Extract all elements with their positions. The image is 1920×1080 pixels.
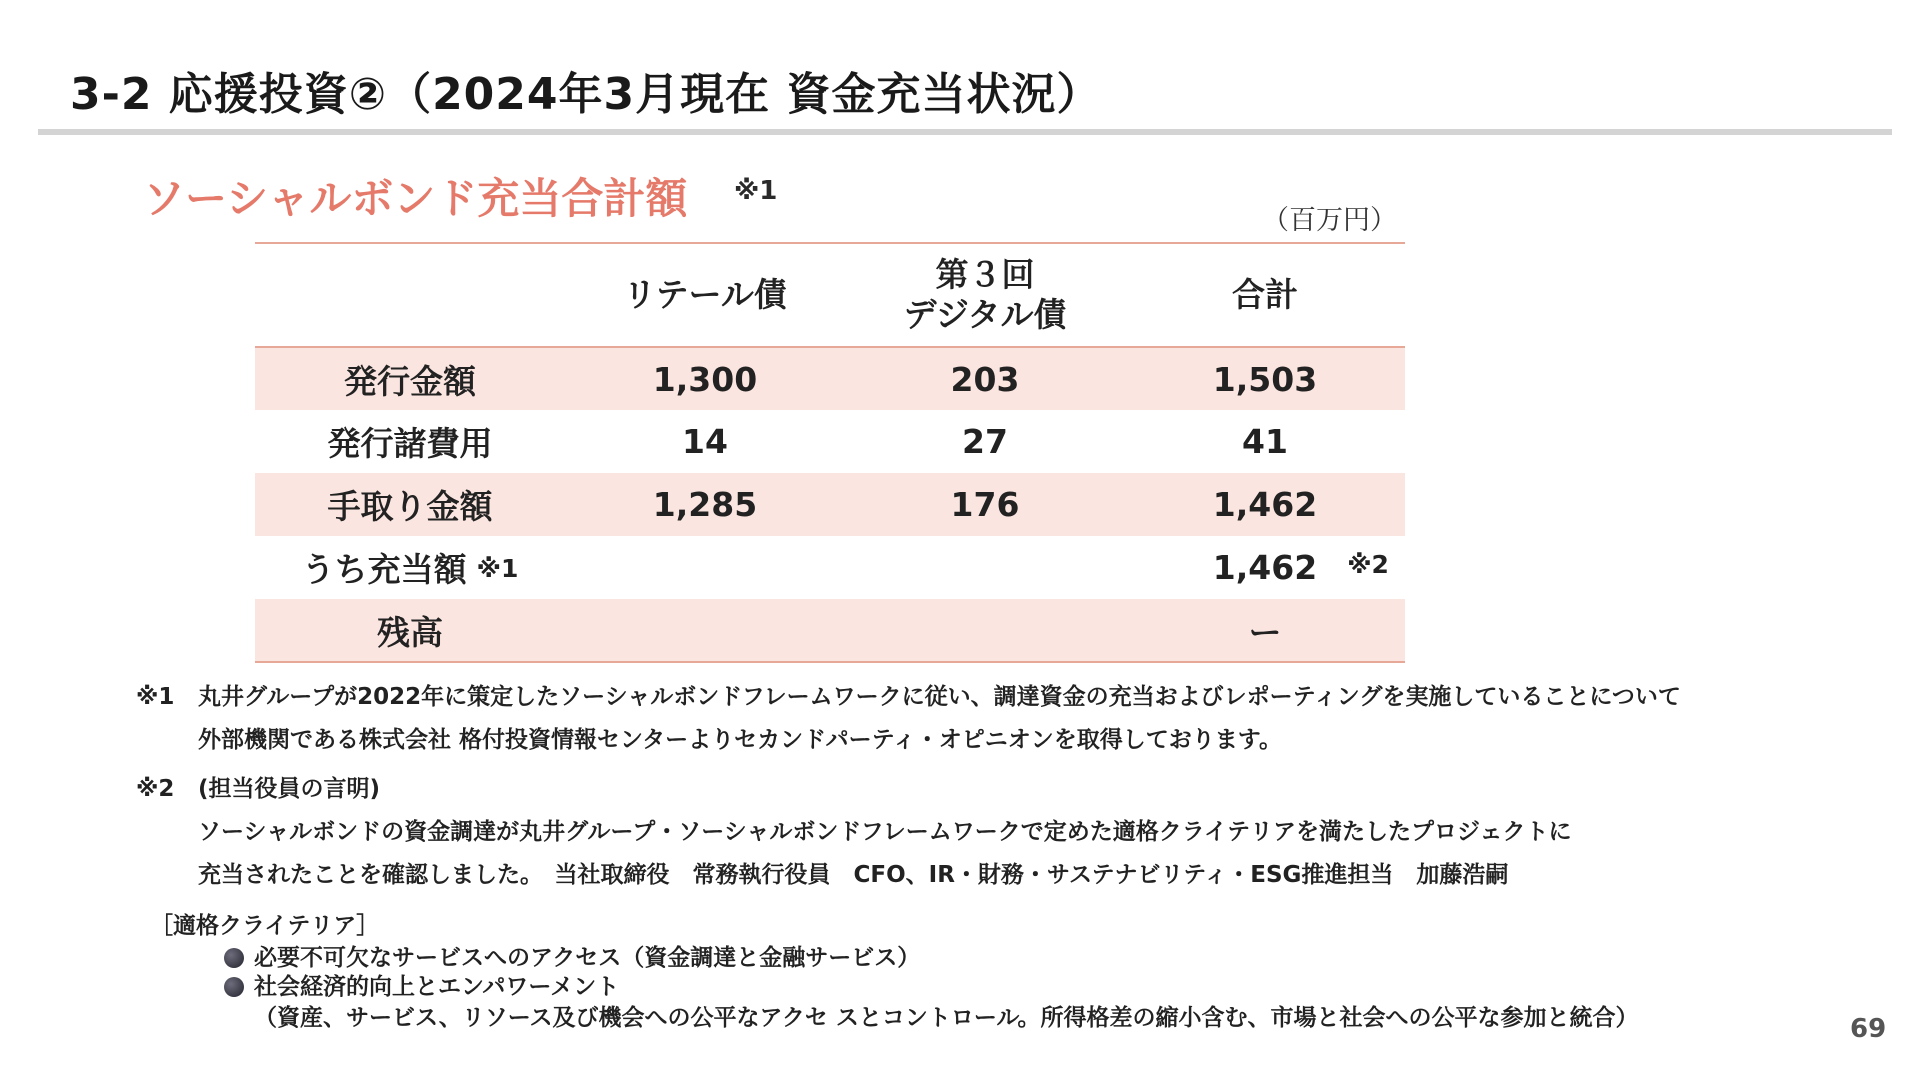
page-number: 69 — [1850, 1014, 1887, 1044]
total-value-cell — [1125, 536, 1405, 599]
criteria-item-text: 必要不可欠なサービスへのアクセス（資金調達と金融サービス） — [254, 945, 921, 971]
header-digital-bond: 第３回 デジタル債 — [845, 243, 1125, 347]
digital-value — [845, 536, 1125, 599]
table-header-row — [255, 243, 1405, 347]
bullet-icon — [224, 977, 244, 997]
digital-value: 27 — [962, 422, 1008, 461]
note-2-mark: ※2 — [136, 776, 175, 802]
total-value: 1,503 — [1212, 359, 1318, 399]
table-row — [255, 347, 1405, 410]
row-label-cell — [255, 536, 565, 599]
header-blank — [255, 243, 565, 347]
row-label: うち充当額 — [301, 550, 467, 589]
row-label: 発行金額 — [344, 361, 476, 401]
retail-value — [565, 599, 845, 662]
note-1-line-2: 外部機関である株式会社 格付投資情報センターよりセカンドパーティ・オピニオンを取得しております。 — [198, 727, 1282, 753]
table-row — [255, 473, 1405, 536]
criteria-item-text: 社会経済的向上とエンパワーメント — [254, 974, 620, 1000]
unit-label: （百万円） — [1262, 205, 1397, 236]
table-row — [255, 410, 1405, 473]
retail-value: 1,300 — [652, 359, 758, 399]
footnotes — [136, 676, 1856, 897]
section-heading: ソーシャルボンド充当合計額 — [143, 174, 688, 223]
digital-value — [845, 599, 1125, 662]
section-note-mark: ※1 — [734, 176, 778, 206]
row-label: 残高 — [377, 612, 443, 652]
note-2-line-2: 充当されたことを確認しました。 当社取締役 常務執行役員 CFO、IR・財務・サステナビリティ・ESG推進担当 加藤浩嗣 — [198, 862, 1509, 888]
note-2-line-1: ソーシャルボンドの資金調達が丸井グループ・ソーシャルボンドフレームワークで定めた適格クライテリアを満たしたプロジェクトに — [198, 819, 1572, 845]
digital-value: 176 — [950, 485, 1020, 524]
bullet-icon — [224, 948, 244, 968]
list-item — [150, 973, 1639, 1002]
criteria-title: ［適格クライテリア］ — [150, 913, 380, 939]
note-1-mark: ※1 — [136, 684, 175, 710]
note-1-line-1 — [136, 676, 1856, 719]
total-value: ー — [1248, 612, 1282, 652]
total-note-mark: ※2 — [1347, 550, 1389, 579]
eligibility-criteria — [150, 908, 1639, 1034]
title-divider — [38, 129, 1892, 135]
note-2-heading: (担当役員の言明) — [198, 776, 381, 802]
list-item — [150, 944, 1639, 973]
retail-value: 14 — [682, 422, 728, 461]
total-value: 1,462 — [1212, 485, 1318, 524]
retail-value — [565, 536, 845, 599]
row-label: 手取り金額 — [327, 487, 493, 526]
page-title: 3-2 応援投資②（2024年3月現在 資金充当状況） — [70, 69, 1102, 120]
header-total: 合計 — [1125, 243, 1405, 347]
total-value: 1,462 — [1212, 548, 1318, 587]
row-label: 発行諸費用 — [327, 424, 493, 463]
bond-allocation-table — [255, 242, 1405, 663]
table-row — [255, 536, 1405, 599]
header-retail-bond: リテール債 — [565, 243, 845, 347]
total-value: 41 — [1242, 422, 1288, 461]
note-2-heading-line — [136, 768, 1856, 811]
note-1-text: 丸井グループが2022年に策定したソーシャルボンドフレームワークに従い、調達資金の充当およびレポーティングを実施していることについて — [198, 684, 1681, 710]
criteria-item-detail: （資産、サービス、リソース及び機会への公平なアクセ スとコントロール。所得格差の縮小含む、市場と社会への公平な参加と統合） — [254, 1005, 1639, 1031]
retail-value: 1,285 — [652, 485, 758, 524]
row-note-mark: ※1 — [476, 554, 519, 583]
table-row — [255, 599, 1405, 662]
digital-value: 203 — [950, 359, 1020, 399]
